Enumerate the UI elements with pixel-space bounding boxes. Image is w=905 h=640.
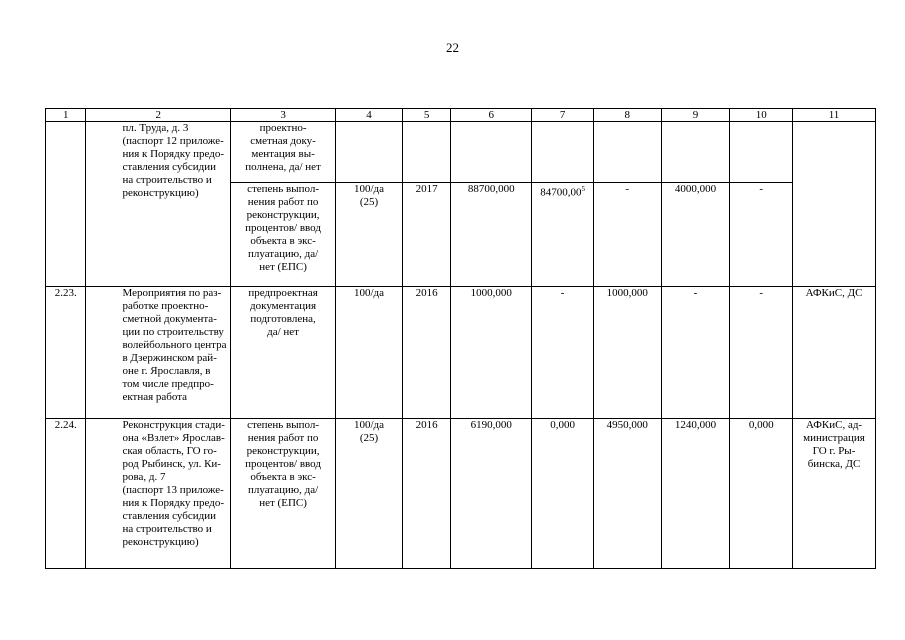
header-cell: 3 — [231, 109, 336, 122]
measure-name-cell: Мероприятия по раз- работке проектно- сметной документа- ции по строительству волейбольного центра в Дзержинском рай- оне г. Ярославля, в том числе предпро- ектная работа — [86, 287, 231, 419]
header-cell: 4 — [336, 109, 403, 122]
funding-cell: 0,000 — [532, 419, 594, 569]
funding-cell: 0,000 — [730, 419, 793, 569]
funding-cell: 4950,000 — [593, 419, 661, 569]
header-cell: 6 — [451, 109, 532, 122]
funding-cell: 4000,000 — [661, 183, 730, 287]
value-cell — [730, 122, 793, 183]
page-number: 22 — [446, 40, 459, 55]
value-cell — [593, 122, 661, 183]
program-table — [45, 108, 876, 569]
year-cell: 2017 — [402, 183, 451, 287]
header-cell: 11 — [793, 109, 876, 122]
table-row — [46, 419, 876, 569]
target-value-cell: 100/да (25) — [336, 183, 403, 287]
value-cell — [451, 122, 532, 183]
value-cell — [402, 122, 451, 183]
indicator-cell: степень выпол- нения работ по реконструкции, процентов/ ввод объекта в экс- плуатацию, да/ нет (ЕПС) — [231, 419, 336, 569]
funding-cell: - — [661, 287, 730, 419]
funding-cell: - — [730, 287, 793, 419]
funding-cell: - — [532, 287, 594, 419]
indicator-cell: предпроектная документация подготовлена, да/ нет — [231, 287, 336, 419]
target-value-cell: 100/да — [336, 287, 403, 419]
header-cell: 1 — [46, 109, 86, 122]
header-cell: 5 — [402, 109, 451, 122]
table-row — [46, 287, 876, 419]
header-cell: 10 — [730, 109, 793, 122]
measure-name-cell: пл. Труда, д. 3 (паспорт 12 приложе- ния к Порядку предо- ставления субсидии на строительство и реконструкцию) — [86, 122, 231, 287]
executor-cell: АФКиС, ДС — [793, 287, 876, 419]
year-cell: 2016 — [402, 287, 451, 419]
total-cell: 88700,000 — [451, 183, 532, 287]
target-value-cell: 100/да (25) — [336, 419, 403, 569]
funding-cell: 1240,000 — [661, 419, 730, 569]
row-number-cell: 2.24. — [46, 419, 86, 569]
value-cell — [532, 122, 594, 183]
total-cell: 6190,000 — [451, 419, 532, 569]
indicator-cell: проектно- сметная доку- ментация вы- полнена, да/ нет — [231, 122, 336, 183]
total-cell: 1000,000 — [451, 287, 532, 419]
funding-value: 84700,00 — [540, 186, 582, 199]
header-cell: 9 — [661, 109, 730, 122]
funding-cell: - — [730, 183, 793, 287]
row-number-cell: 2.23. — [46, 287, 86, 419]
value-cell — [336, 122, 403, 183]
header-cell: 8 — [593, 109, 661, 122]
header-row — [46, 109, 876, 122]
measure-name-cell: Реконструкция стади- она «Взлет» Ярослав- ская область, ГО го- род Рыбинск, ул. Ки- рова, д. 7 (паспорт 13 приложе- ния к Порядку предо- ставления субсидии на строительство и реконструкцию) — [86, 419, 231, 569]
header-cell: 2 — [86, 109, 231, 122]
footnote-mark: 5 — [581, 185, 585, 193]
executor-cell: АФКиС, ад- министрация ГО г. Ры- бинска, ДС — [793, 419, 876, 569]
row-number-cell — [46, 122, 86, 287]
funding-cell — [532, 183, 594, 287]
value-cell — [661, 122, 730, 183]
executor-cell — [793, 122, 876, 287]
funding-cell: 1000,000 — [593, 287, 661, 419]
table-row — [46, 122, 876, 183]
year-cell: 2016 — [402, 419, 451, 569]
funding-cell: - — [593, 183, 661, 287]
indicator-cell: степень выпол- нения работ по реконструкции, процентов/ ввод объекта в экс- плуатацию, да/ нет (ЕПС) — [231, 183, 336, 287]
header-cell: 7 — [532, 109, 594, 122]
